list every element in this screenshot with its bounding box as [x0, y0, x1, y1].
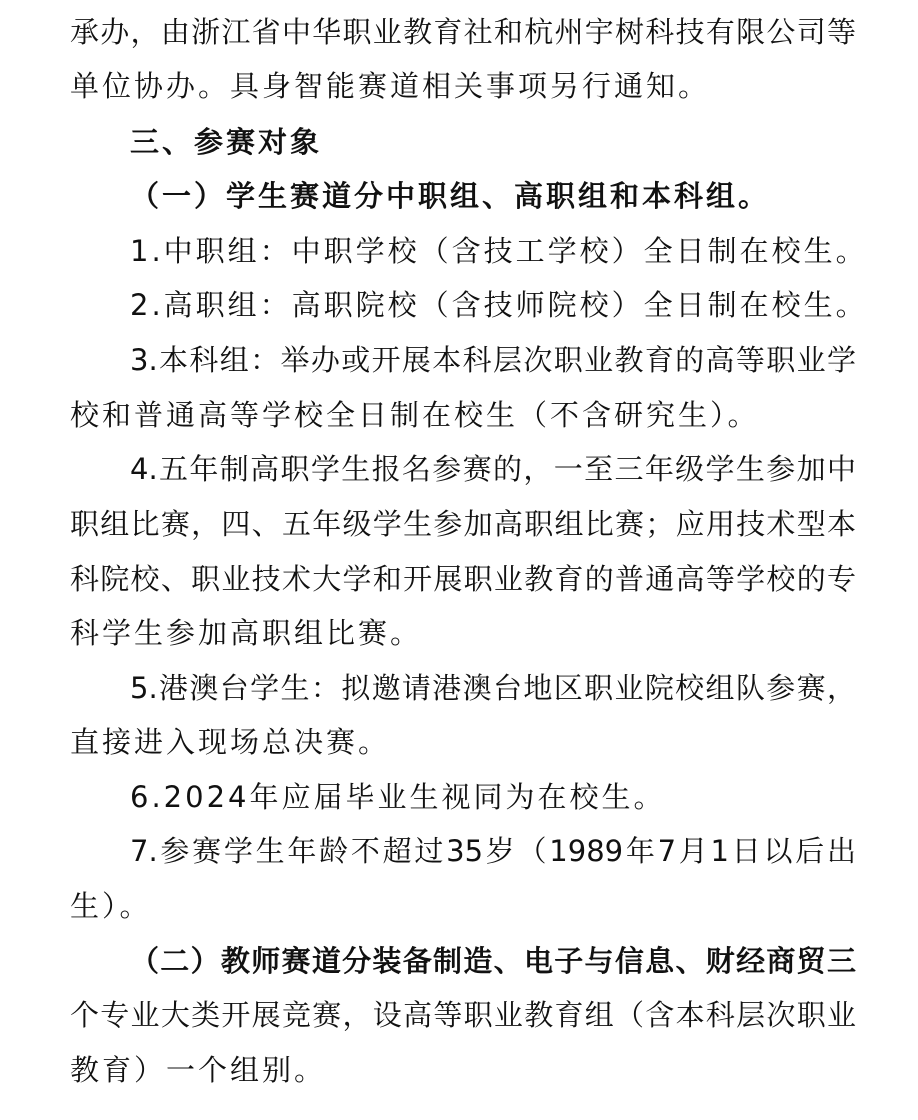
paragraph-line: 科学生参加高职组比赛。	[70, 616, 423, 650]
list-item: 2.高职组：高职院校（含技师院校）全日制在校生。	[130, 288, 868, 322]
paragraph-line: 直接进入现场总决赛。	[70, 725, 391, 759]
paragraph-line: 生）。	[70, 889, 152, 923]
paragraph-line: 校和普通高等学校全日制在校生（不含研究生）。	[70, 398, 760, 432]
list-item: 3.本科组：举办或开展本科层次职业教育的高等职业学	[130, 343, 856, 377]
subsection-heading: （一）学生赛道分中职组、高职组和本科组。	[130, 179, 771, 213]
list-item: 7.参赛学生年龄不超过35岁（1989年7月1日以后出	[130, 834, 856, 868]
list-item: 6.2024年应届毕业生视同为在校生。	[130, 780, 666, 814]
paragraph-line: 职组比赛，四、五年级学生参加高职组比赛；应用技术型本	[70, 507, 856, 541]
paragraph-line: 单位协办。具身智能赛道相关事项另行通知。	[70, 69, 711, 103]
paragraph-line: 个专业大类开展竞赛，设高等职业教育组（含本科层次职业	[70, 998, 856, 1032]
paragraph-line: 科院校、职业技术大学和开展职业教育的普通高等学校的专	[70, 562, 856, 596]
list-item: 1.中职组：中职学校（含技工学校）全日制在校生。	[130, 234, 868, 268]
list-item: 4.五年制高职学生报名参赛的，一至三年级学生参加中	[130, 452, 856, 486]
subsection-heading: （二）教师赛道分装备制造、电子与信息、财经商贸三	[130, 944, 856, 978]
paragraph-line: 教育）一个组别。	[70, 1053, 327, 1087]
paragraph-line: 承办，由浙江省中华职业教育社和杭州宇树科技有限公司等	[70, 15, 856, 49]
list-item: 5.港澳台学生：拟邀请港澳台地区职业院校组队参赛，	[130, 671, 856, 705]
section-heading: 三、参赛对象	[130, 125, 323, 159]
